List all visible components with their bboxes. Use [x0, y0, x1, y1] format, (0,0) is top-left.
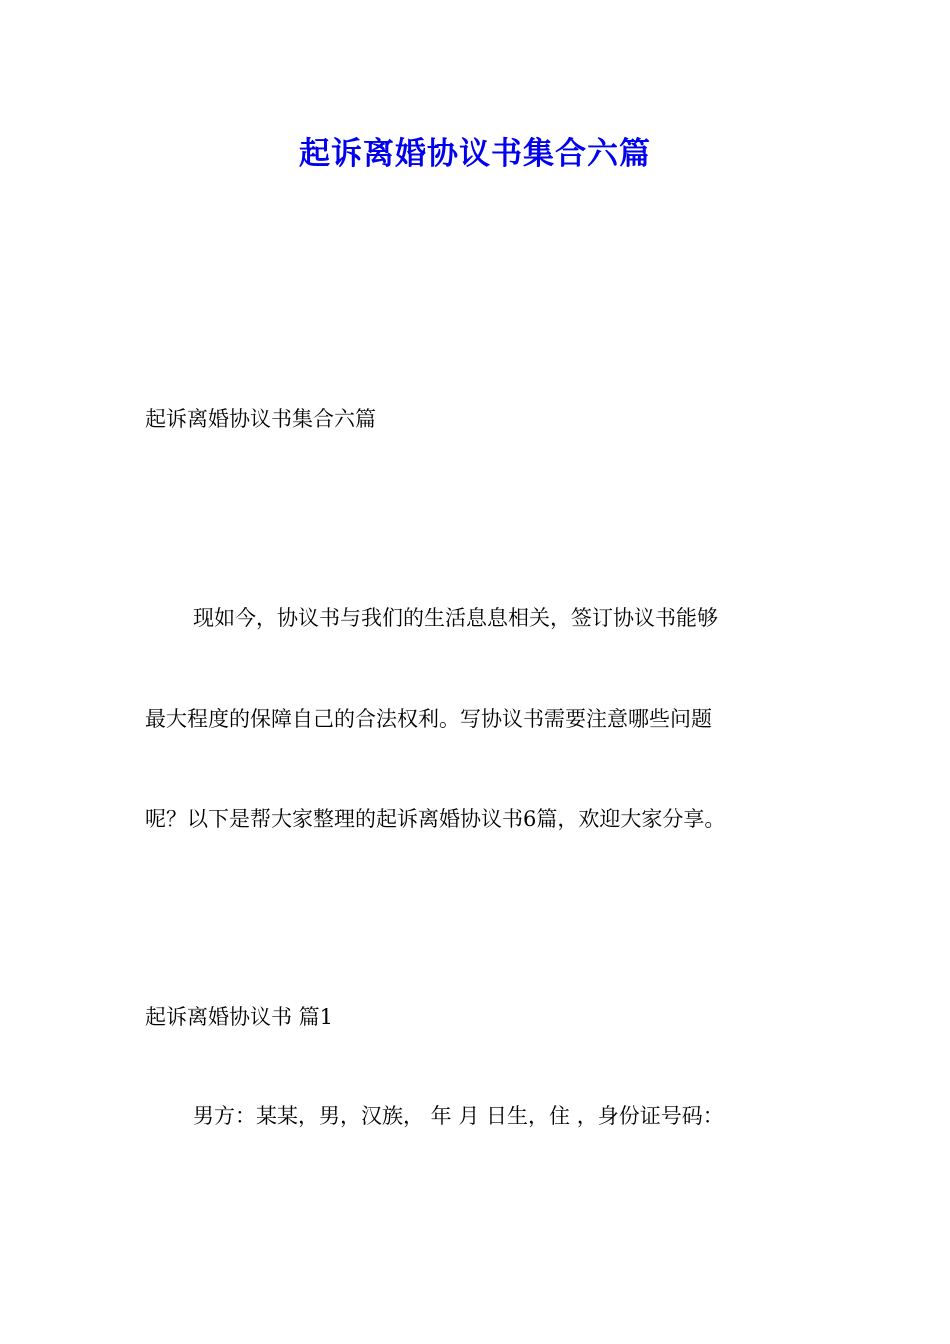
party-info-line: 男方：某某，男，汉族， 年 月 日生，住 ，身份证号码：	[193, 1104, 724, 1128]
intro-paragraph-line-3: 呢？以下是帮大家整理的起诉离婚协议书6篇，欢迎大家分享。	[145, 807, 726, 831]
document-subtitle: 起诉离婚协议书集合六篇	[145, 407, 376, 431]
intro-paragraph-line-2: 最大程度的保障自己的合法权利。写协议书需要注意哪些问题	[145, 707, 712, 731]
page-title: 起诉离婚协议书集合六篇	[299, 136, 651, 172]
intro-paragraph-line-1: 现如今，协议书与我们的生活息息相关，签订协议书能够	[193, 606, 718, 630]
section-heading: 起诉离婚协议书 篇1	[145, 1005, 334, 1029]
